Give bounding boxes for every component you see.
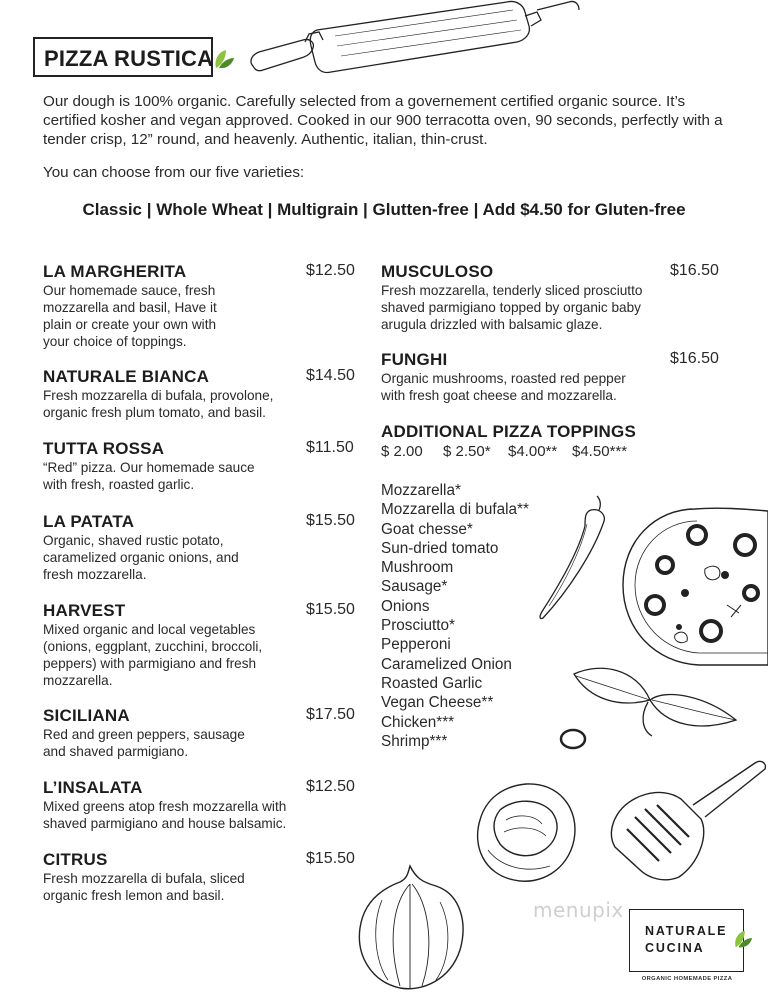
item-description: Fresh mozzarella di bufala, provolone, organic fresh plum tomato, and basil. [43, 388, 274, 420]
chili-pepper-illustration [535, 490, 610, 625]
menu-item [43, 601, 283, 689]
varieties-lead: You can choose from our five varieties: [43, 164, 305, 181]
menu-item [43, 367, 293, 421]
topping-item: Prosciutto* [381, 617, 455, 635]
menu-item [43, 706, 263, 760]
menu-item [43, 512, 243, 583]
garlic-illustration [352, 860, 470, 994]
item-name: LA MARGHERITA [43, 262, 187, 281]
topping-item: Caramelized Onion [381, 655, 512, 673]
item-name: L’INSALATA [43, 778, 143, 797]
intro-paragraph: Our dough is 100% organic. Carefully selected from a governement certified organic source. It’s certified kosher and vegan approved. Cooked in our 900 terracotta oven, 90 seconds, perfectly with a tender crisp, 12” round, and heavenly. Authentic, italian, thin-crust. [43, 93, 723, 148]
menu-item [43, 262, 233, 350]
mushroom-illustration [470, 780, 582, 888]
item-name: MUSCULOSO [381, 262, 494, 281]
item-description: Fresh mozzarella, tenderly sliced prosciutto shaved parmigiano topped by organic baby arugula drizzled with balsamic glaze. [381, 283, 643, 332]
item-price: $15.50 [306, 850, 355, 867]
item-price: $15.50 [306, 512, 355, 529]
topping-tier-price: $4.50*** [572, 443, 628, 460]
brand-name-line1: NATURALE [645, 924, 728, 938]
item-description: Our homemade sauce, fresh mozzarella and basil, Have it plain or create your own with your choice of toppings. [43, 283, 217, 349]
item-name: TUTTA ROSSA [43, 439, 165, 458]
leaf-icon [732, 927, 754, 951]
topping-item: Onions [381, 597, 430, 615]
basil-leaves-illustration [570, 660, 740, 740]
topping-item: Shrimp*** [381, 732, 448, 750]
topping-tier-price: $ 2.50* [443, 443, 491, 460]
topping-item: Mozzarella di bufala** [381, 501, 529, 519]
topping-tier-price: $4.00** [508, 443, 558, 460]
page-title: PIZZA RUSTICA [44, 46, 214, 71]
item-price: $15.50 [306, 601, 355, 618]
rolling-pin-illustration [245, 0, 580, 82]
item-description: Red and green peppers, sausage and shaved parmigiano. [43, 727, 245, 759]
topping-item: Sun-dried tomato [381, 539, 499, 557]
item-description: Organic mushrooms, roasted red pepper with fresh goat cheese and mozzarella. [381, 371, 626, 403]
topping-item: Mushroom [381, 559, 454, 577]
menu-item [381, 262, 661, 333]
topping-item: Sausage* [381, 578, 448, 596]
item-name: NATURALE BIANCA [43, 367, 210, 386]
topping-item: Mozzarella* [381, 482, 461, 499]
topping-item: Goat chesse* [381, 520, 473, 538]
leaf-icon [212, 46, 236, 72]
item-name: LA PATATA [43, 512, 135, 531]
item-description: “Red” pizza. Our homemade sauce with fresh, roasted garlic. [43, 460, 255, 492]
item-name: CITRUS [43, 850, 108, 869]
menu-item [43, 850, 263, 904]
brand-tagline: ORGANIC HOMEMADE PIZZA [641, 976, 733, 982]
topping-item: Roasted Garlic [381, 674, 483, 692]
item-price: $17.50 [306, 706, 355, 723]
item-name: FUNGHI [381, 350, 448, 369]
item-name: HARVEST [43, 601, 126, 620]
item-price: $12.50 [306, 262, 355, 279]
item-price: $16.50 [670, 350, 719, 367]
olive-slice-illustration [558, 726, 588, 752]
item-description: Mixed greens atop fresh mozzarella with shaved parmigiano and house balsamic. [43, 799, 287, 831]
watermark: menupix [533, 898, 624, 922]
item-price: $11.50 [306, 439, 354, 456]
item-price: $12.50 [306, 778, 355, 795]
item-description: Fresh mozzarella di bufala, sliced organic fresh lemon and basil. [43, 871, 245, 903]
brand-name-line2: CUCINA [645, 941, 705, 955]
menu-item [381, 350, 651, 404]
toppings-heading: ADDITIONAL PIZZA TOPPINGS [381, 422, 636, 441]
topping-tier-price: $ 2.00 [381, 443, 423, 460]
crust-varieties: Classic | Whole Wheat | Multigrain | Glutten-free | Add $4.50 for Gluten-free [82, 200, 686, 219]
topping-item: Chicken*** [381, 713, 455, 731]
item-name: SICILIANA [43, 706, 130, 725]
menu-item [43, 778, 333, 832]
menu-item [43, 439, 278, 493]
pizza-illustration [615, 505, 768, 670]
topping-item: Vegan Cheese** [381, 694, 494, 712]
spatula-illustration [605, 755, 768, 885]
toppings-list [381, 481, 529, 751]
item-description: Organic, shaved rustic potato, caramelized organic onions, and fresh mozzarella. [43, 533, 239, 582]
item-price: $14.50 [306, 367, 355, 384]
topping-item: Pepperoni [381, 636, 451, 654]
item-price: $16.50 [670, 262, 719, 279]
item-description: Mixed organic and local vegetables (onions, eggplant, zucchini, broccoli, peppers) with parmigiano and fresh mozzarella. [43, 622, 263, 688]
